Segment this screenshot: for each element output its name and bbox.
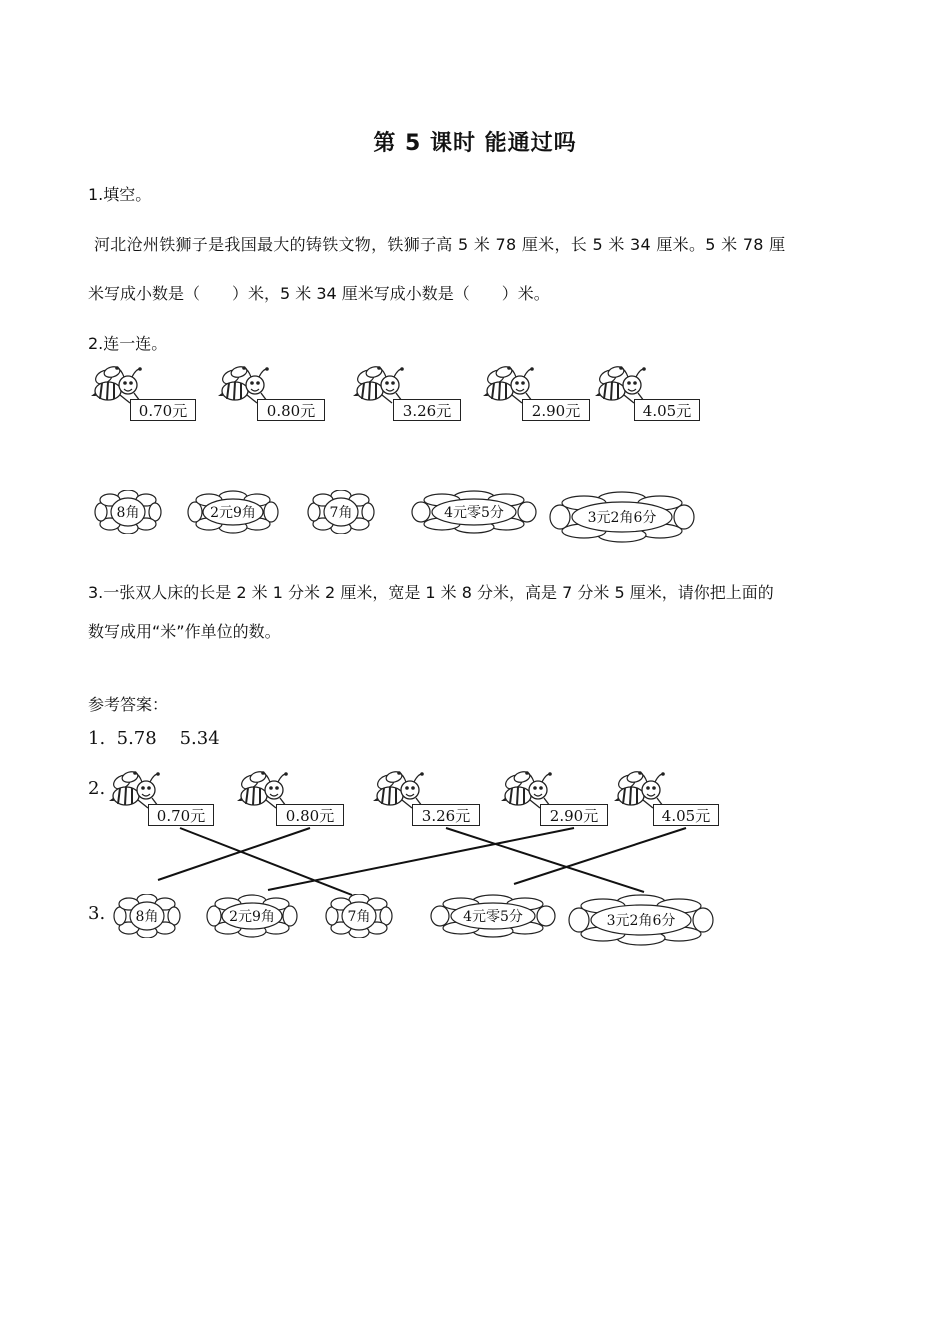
- flower-label: 3元2角6分: [587, 510, 657, 526]
- flower-label: 4元零5分: [463, 909, 523, 925]
- price-tag: 3.26元: [412, 804, 480, 826]
- connector-line: [446, 828, 644, 892]
- price-tag: 0.80元: [276, 804, 344, 826]
- price-tag[interactable]: 3.26元: [393, 399, 461, 421]
- flower-label: 7角: [347, 909, 371, 925]
- flower-label: 2元9角: [229, 909, 275, 925]
- flower: [206, 894, 298, 938]
- flower: [430, 894, 556, 938]
- q1-heading: 1.填空。: [88, 185, 152, 204]
- flower-label: 4元零5分: [444, 505, 504, 521]
- price-tag: 0.70元: [148, 804, 214, 826]
- q3-text-line2: 数写成用“米”作单位的数。: [88, 622, 281, 641]
- connector-line: [268, 828, 574, 890]
- q3-text-line1: 3.一张双人床的长是 2 米 1 分米 2 厘米，宽是 1 米 8 分米，高是 7 分米 5 厘米，请你把上面的: [88, 583, 774, 602]
- answers-heading: 参考答案：: [88, 695, 169, 714]
- flower: [113, 894, 181, 938]
- answer-2-label: 2.: [88, 778, 106, 799]
- connector-line: [158, 828, 310, 880]
- price-tag: 4.05元: [653, 804, 719, 826]
- flower: [567, 894, 715, 946]
- flower: [325, 894, 393, 938]
- connector-line: [180, 828, 352, 895]
- flower-label: 2元9角: [210, 505, 256, 521]
- q2-heading: 2.连一连。: [88, 334, 168, 353]
- flower-label: 8角: [135, 909, 159, 925]
- connector-line: [514, 828, 686, 884]
- page-title: 第 5 课时 能通过吗: [373, 131, 577, 156]
- q1-text-line2: 米写成小数是（ ）米，5 米 34 厘米写成小数是（ ）米。: [88, 284, 550, 303]
- answer-3-label: 3.: [88, 903, 106, 924]
- flower-label: 3元2角6分: [606, 913, 676, 929]
- price-tag: 2.90元: [540, 804, 608, 826]
- q1-text-line1: 河北沧州铁狮子是我国最大的铸铁文物，铁狮子高 5 米 78 厘米，长 5 米 34 厘米。5 米 78 厘: [94, 235, 786, 254]
- price-tag[interactable]: 0.70元: [130, 399, 196, 421]
- price-tag[interactable]: 0.80元: [257, 399, 325, 421]
- price-tag[interactable]: 4.05元: [634, 399, 700, 421]
- price-tag[interactable]: 2.90元: [522, 399, 590, 421]
- flower-label: 7角: [329, 505, 353, 521]
- answer-1: 1. 5.78 5.34: [88, 728, 220, 749]
- flower-label: 8角: [116, 505, 140, 521]
